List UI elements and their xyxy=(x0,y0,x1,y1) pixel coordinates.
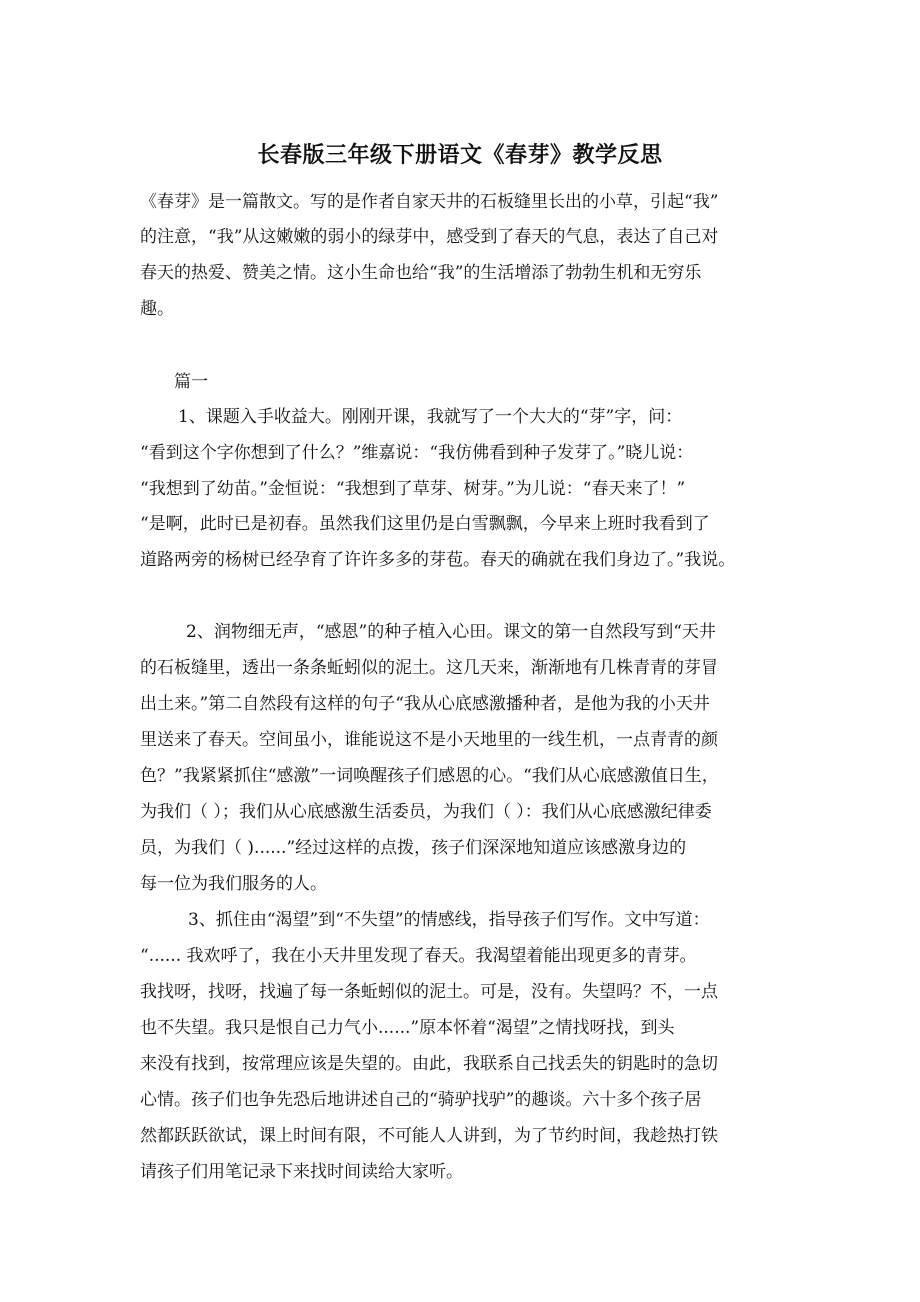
paragraph-line: 里送来了春天。空间虽小，谁能说这不是小天地里的一线生机，一点青青的颜 xyxy=(140,730,718,750)
document-title: 长春版三年级下册语文《春芽》教学反思 xyxy=(257,142,663,168)
paragraph-line: “是啊，此时已是初春。虽然我们这里仍是白雪飘飘，今早来上班时我看到了 xyxy=(140,514,710,534)
paragraph-line: 为我们（ ）；我们从心底感激生活委员，为我们（ ）：我们从心底感激纪律委 xyxy=(140,802,712,822)
paragraph-line: 的石板缝里，透出一条条蚯蚓似的泥土。这几天来，渐渐地有几株青青的芽冒 xyxy=(140,658,718,678)
paragraph-line: 员，为我们（ )......”经过这样的点拨，孩子们深深地知道应该感激身边的 xyxy=(140,838,687,858)
paragraph-line: 心情。孩子们也争先恐后地讲述自己的“骑驴找驴”的趣谈。六十多个孩子居 xyxy=(140,1090,702,1110)
paragraph-line: 道路两旁的杨树已经孕育了许许多多的芽苞。春天的确就在我们身边了。”我说。 xyxy=(140,550,736,570)
paragraph-line: 也不失望。我只是恨自己力气小......”原本怀着“渴望”之情找呀找，到头 xyxy=(140,1018,675,1038)
paragraph-line: 2、润物细无声，“感恩”的种子植入心田。课文的第一自然段写到“天井 xyxy=(186,622,716,642)
section-heading: 篇一 xyxy=(174,372,208,392)
paragraph-line: 每一位为我们服务的人。 xyxy=(140,874,327,894)
paragraph-line: 我找呀，找呀，找遍了每一条蚯蚓似的泥土。可是，没有。失望吗？不，一点 xyxy=(140,982,718,1002)
intro-line: 的注意，“我”从这嫩嫩的弱小的绿芽中，感受到了春天的气息，表达了自己对 xyxy=(140,227,719,247)
paragraph-line: “...... 我欢呼了，我在小天井里发现了春天。我渴望着能出现更多的青芽。 xyxy=(140,946,697,966)
paragraph-line: “我想到了幼苗。”金恒说：“我想到了草芽、树芽。”为儿说：“春天来了！” xyxy=(140,479,686,499)
paragraph-line: 来没有找到，按常理应该是失望的。由此，我联系自己找丢失的钥匙时的急切 xyxy=(140,1054,718,1074)
intro-line: 春天的热爱、赞美之情。这小生命也给“我”的生活增添了勃勃生机和无穷乐 xyxy=(140,263,702,283)
intro-line: 趣。 xyxy=(140,299,174,319)
intro-line: 《春芽》是一篇散文。写的是作者自家天井的石板缝里长出的小草，引起“我” xyxy=(140,192,719,212)
paragraph-line: 色？”我紧紧抓住“感激”一词唤醒孩子们感恩的心。“我们从心底感激值日生， xyxy=(140,766,719,786)
paragraph-line: 3、抓住由“渴望”到“不失望”的情感线，指导孩子们写作。文中写道： xyxy=(188,910,710,930)
paragraph-line: 请孩子们用笔记录下来找时间读给大家听。 xyxy=(140,1162,463,1182)
paragraph-line: 出土来。”第二自然段有这样的句子“我从心底感激播种者，是他为我的小天井 xyxy=(140,694,710,714)
paragraph-line: 1、课题入手收益大。刚刚开课，我就写了一个大大的“芽”字，问： xyxy=(178,407,683,427)
paragraph-line: 然都跃跃欲试，课上时间有限，不可能人人讲到，为了节约时间，我趁热打铁 xyxy=(140,1126,718,1146)
paragraph-line: “看到这个字你想到了什么？”维嘉说：“我仿佛看到种子发芽了。”晓儿说： xyxy=(140,443,694,463)
